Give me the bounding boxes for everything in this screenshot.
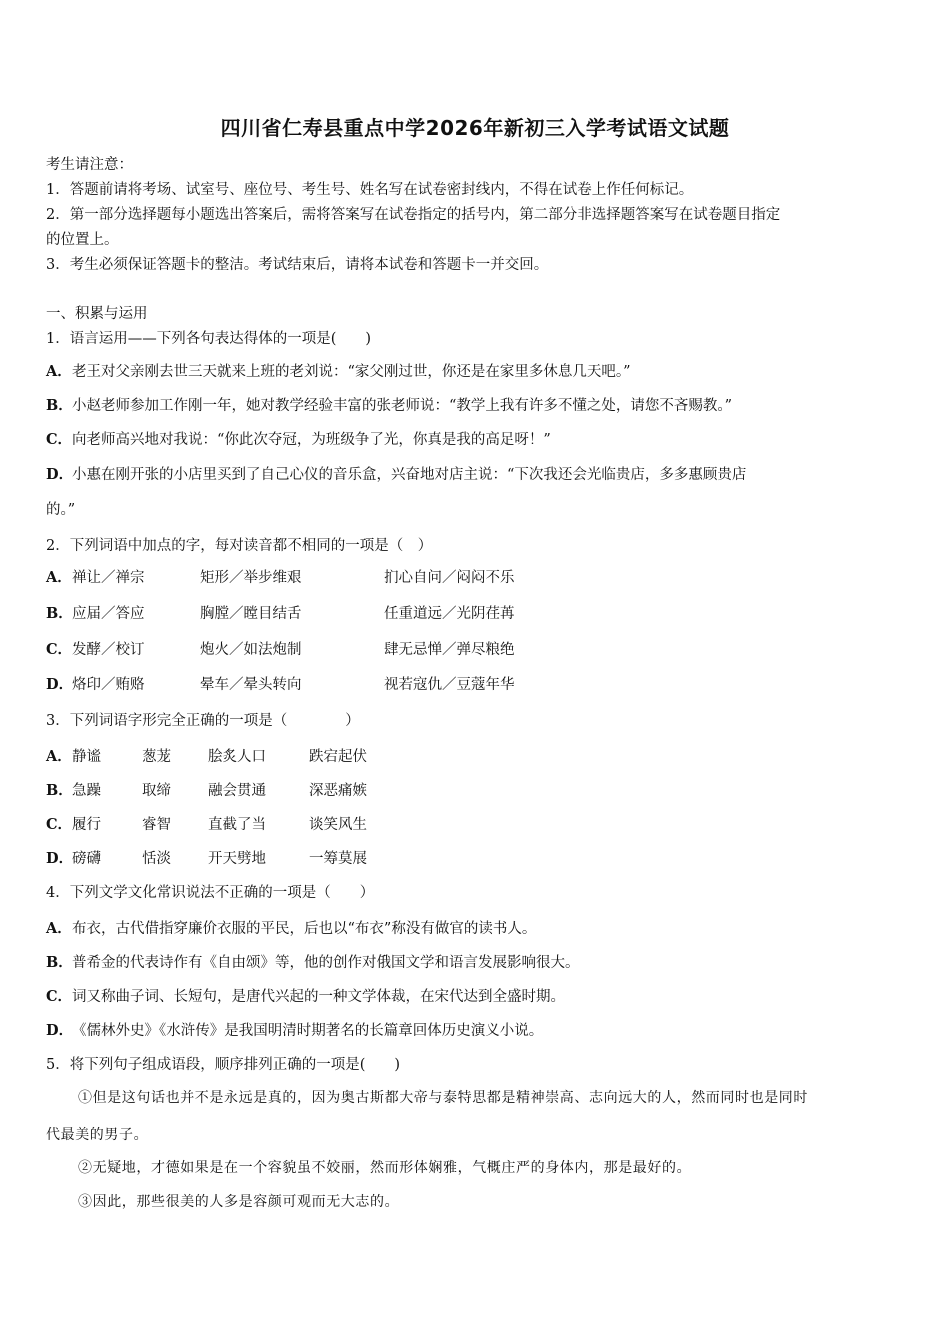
q3-option-c[interactable] [46, 813, 101, 834]
q5-sentence-2: ②无疑地，才德如果是在一个容貌虽不姣丽，然而形体娴雅，气概庄严的身体内，那是最好的。 [78, 1160, 692, 1176]
option-word-pair: 视若寇仇／豆蔻年华 [384, 677, 515, 693]
option-word-pair: 晕车／晕头转向 [200, 677, 302, 693]
option-word: 一筹莫展 [309, 851, 367, 867]
option-label: D． [46, 850, 74, 867]
option-word-pair: 烙印／贿赂 [72, 677, 145, 693]
q4-option-a[interactable] [46, 917, 536, 938]
option-word: 履行 [72, 817, 101, 833]
option-label: C． [46, 988, 73, 1005]
option-word: 融会贯通 [208, 783, 266, 799]
option-word: 直截了当 [208, 817, 266, 833]
option-word: 葱茏 [142, 749, 171, 765]
question-4-stem: 4．下列文学文化常识说法不正确的一项是（ ） [46, 885, 375, 901]
option-label: A． [46, 363, 72, 380]
option-text: 小惠在刚开张的小店里买到了自己心仪的音乐盒，兴奋地对店主说：“下次我还会光临贵店，多多惠顾贵店 [72, 467, 747, 483]
q2-option-d[interactable] [46, 673, 145, 694]
option-word: 跌宕起伏 [309, 749, 367, 765]
notice-heading: 考生请注意： [46, 157, 133, 173]
q5-sentence-3: ③因此，那些很美的人多是容颜可观而无大志的。 [78, 1194, 400, 1210]
option-word: 谈笑风生 [309, 817, 367, 833]
q2-option-c[interactable] [46, 638, 145, 659]
option-label: B． [46, 397, 73, 414]
option-text: 向老师高兴地对我说：“你此次夺冠，为班级争了光，你真是我的高足呀！” [72, 432, 551, 448]
question-3-stem: 3．下列词语字形完全正确的一项是（ ） [46, 713, 360, 729]
question-2-stem: 2．下列词语中加点的字，每对读音都不相同的一项是（ ） [46, 538, 433, 554]
option-word-pair: 任重道远／光阴荏苒 [384, 606, 515, 622]
q3-option-d[interactable] [46, 847, 101, 868]
option-text: 布衣，古代借指穿廉价衣服的平民，后也以“布衣”称没有做官的读书人。 [72, 921, 537, 937]
option-word: 取缔 [142, 783, 171, 799]
option-label: D． [46, 676, 74, 693]
option-label: C． [46, 431, 73, 448]
option-word-pair: 禅让／禅宗 [72, 570, 145, 586]
option-word-pair: 扪心自问／闷闷不乐 [384, 570, 515, 586]
option-text: 《儒林外史》《水浒传》是我国明清时期著名的长篇章回体历史演义小说。 [72, 1023, 544, 1039]
option-text: 普希金的代表诗作有《自由颂》等，他的创作对俄国文学和语言发展影响很大。 [72, 955, 580, 971]
q2-option-b[interactable] [46, 602, 145, 623]
option-word-pair: 炮火／如法炮制 [200, 642, 302, 658]
q3-option-b[interactable] [46, 779, 101, 800]
option-label: D． [46, 466, 74, 483]
q1-option-d-continuation: 的。” [46, 502, 76, 518]
page-title: 四川省仁寿县重点中学2026年新初三入学考试语文试题 [220, 116, 730, 140]
option-label: B． [46, 782, 73, 799]
option-label: D． [46, 1022, 74, 1039]
notice-item: 2．第一部分选择题每小题选出答案后，需将答案写在试卷指定的括号内，第二部分非选择题答案写在试卷题目指定 [46, 207, 781, 223]
option-word: 磅礴 [72, 851, 101, 867]
option-word-pair: 发酵／校订 [72, 642, 145, 658]
notice-item: 的位置上。 [46, 232, 119, 248]
q1-option-c[interactable] [46, 428, 551, 449]
option-word: 急躁 [72, 783, 101, 799]
question-5-stem: 5．将下列句子组成语段，顺序排列正确的一项是( ) [46, 1057, 401, 1073]
notice-item: 1．答题前请将考场、试室号、座位号、考生号、姓名写在试卷密封线内，不得在试卷上作任何标记。 [46, 182, 694, 198]
section-heading: 一、积累与运用 [46, 306, 148, 322]
q4-option-c[interactable] [46, 985, 565, 1006]
option-word: 开天劈地 [208, 851, 266, 867]
q1-option-d[interactable] [46, 463, 746, 484]
question-1-stem: 1．语言运用——下列各句表达得体的一项是( ) [46, 331, 372, 347]
option-word-pair: 应届／答应 [72, 606, 145, 622]
option-label: C． [46, 816, 73, 833]
option-label: A． [46, 920, 72, 937]
q5-sentence-1: ①但是这句话也并不是永远是真的，因为奥古斯都大帝与泰特思都是精神崇高、志向远大的人，然而同时也是同时 [78, 1090, 808, 1106]
option-word-pair: 矩形／举步维艰 [200, 570, 302, 586]
option-word: 恬淡 [142, 851, 171, 867]
q1-option-b[interactable] [46, 394, 732, 415]
option-label: A． [46, 569, 72, 586]
q4-option-b[interactable] [46, 951, 580, 972]
option-word: 睿智 [142, 817, 171, 833]
option-label: C． [46, 641, 73, 658]
option-word: 静谧 [72, 749, 101, 765]
notice-item: 3．考生必须保证答题卡的整洁。考试结束后，请将本试卷和答题卡一并交回。 [46, 257, 549, 273]
option-word-pair: 肆无忌惮／弹尽粮绝 [384, 642, 515, 658]
option-word: 深恶痛嫉 [309, 783, 367, 799]
option-label: B． [46, 954, 73, 971]
q5-sentence-1-continuation: 代最美的男子。 [46, 1127, 149, 1143]
q4-option-d[interactable] [46, 1019, 543, 1040]
q1-option-a[interactable] [46, 360, 631, 381]
option-label: A． [46, 748, 72, 765]
option-word: 脍炙人口 [208, 749, 266, 765]
option-label: B． [46, 605, 73, 622]
q3-option-a[interactable] [46, 745, 101, 766]
option-text: 小赵老师参加工作刚一年，她对教学经验丰富的张老师说：“教学上我有许多不懂之处，请您不吝赐教。” [72, 398, 733, 414]
q2-option-a[interactable] [46, 566, 145, 587]
option-text: 词又称曲子词、长短句，是唐代兴起的一种文学体裁，在宋代达到全盛时期。 [72, 989, 565, 1005]
option-text: 老王对父亲刚去世三天就来上班的老刘说：“家父刚过世，你还是在家里多休息几天吧。” [72, 364, 631, 380]
option-word-pair: 胸膛／瞠目结舌 [200, 606, 302, 622]
